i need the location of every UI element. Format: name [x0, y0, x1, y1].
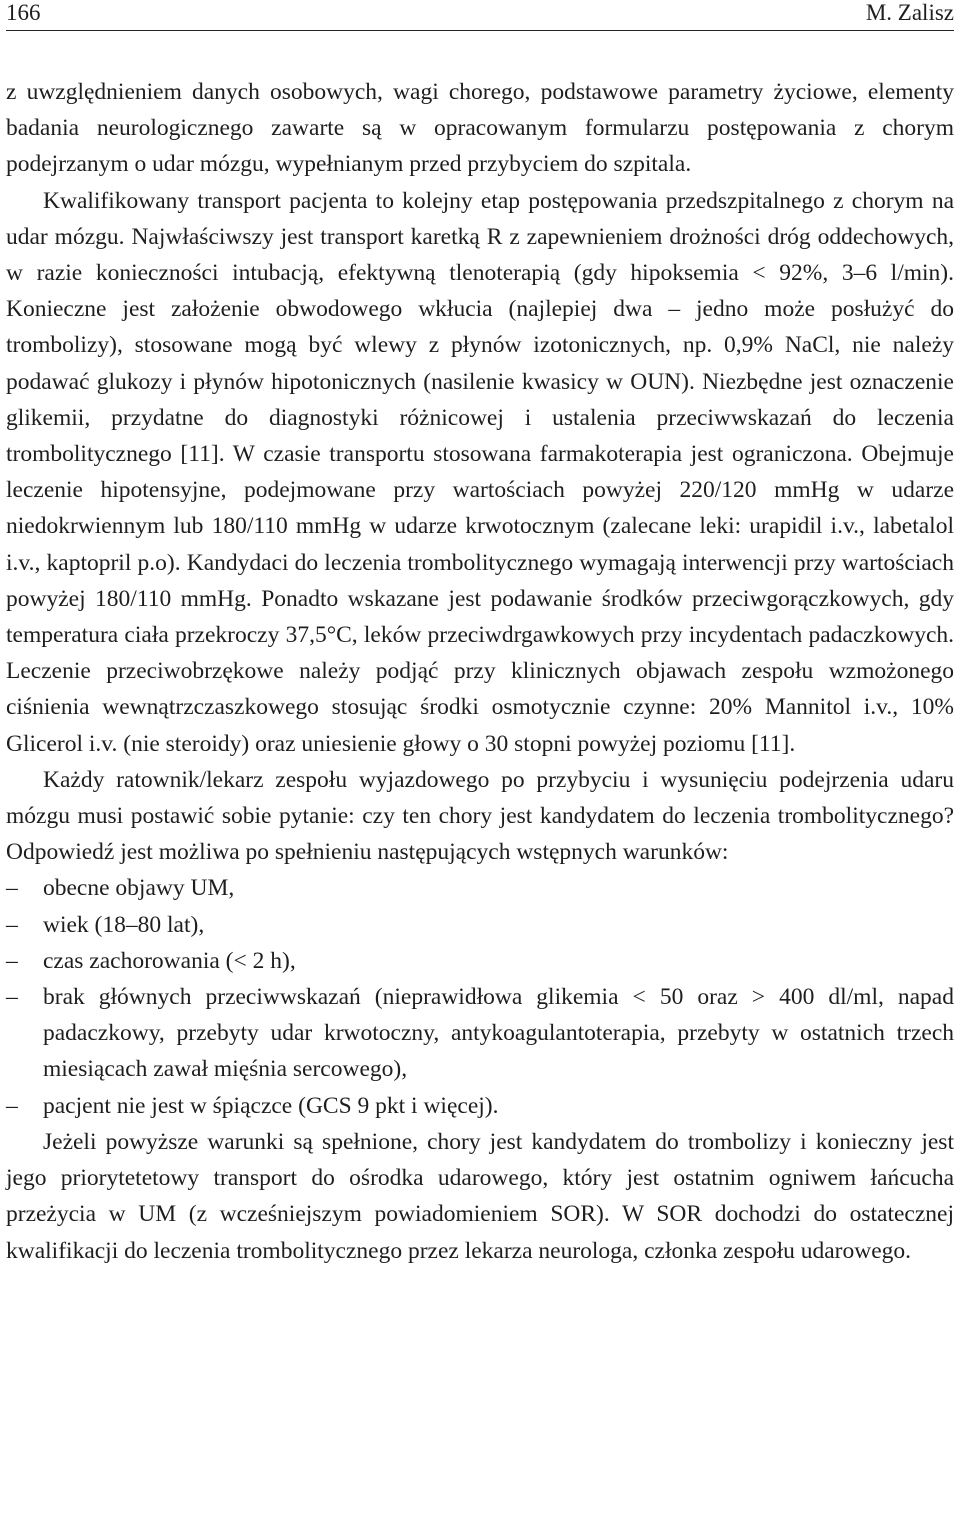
- paragraph-patient-data-form: z uwzględnieniem danych osobowych, wagi chorego, podstawowe parametry życiowe, elementy badania neurologicznego zawarte są w opracowanym formularzu postępowania z chorym podejrzanym o udar mózgu, wypełnianym przed przybyciem do szpitala.: [6, 79, 954, 178]
- list-item: [6, 943, 954, 979]
- dash-marker: –: [6, 984, 18, 1011]
- list-item-text: czas zachorowania (< 2 h),: [43, 947, 296, 974]
- paragraph-transport-and-treatment: Kwalifikowany transport pacjenta to kolejny etap postępowania przedszpitalnego z chorym na udar mózgu. Najwłaściwszy jest transport karetką R z zapewnieniem drożności dróg oddechowych, w razie konieczności intubacją, efektywną tlenoterapią (gdy hipoksemia < 92%, 3–6 l/min). Konieczne jest założenie obwodowego wkłucia (najlepiej dwa – jedno może posłużyć do trombolizy), stosowane mogą być wlewy z płynów izotonicznych, np. 0,9% NaCl, nie należy podawać glukozy i płynów hipotonicznych (nasilenie kwasicy w OUN). Niezbędne jest oznaczenie glikemii, przydatne do diagnostyki różnicowej i ustalenia przeciwwskazań do leczenia trombolitycznego [11]. W czasie transportu stosowana farmakoterapia jest ograniczona. Obejmuje leczenie hipotensyjne, podejmowane przy wartościach powyżej 220/120 mmHg w udarze niedokrwiennym lub 180/110 mmHg w udarze krwotocznym (zalecane leki: urapidil i.v., labetalol i.v., kaptopril p.o). Kandydaci do leczenia trombolitycznego wymagają interwencji przy wartościach powyżej 180/110 mmHg. Ponadto wskazane jest podawanie środków przeciwgorączkowych, gdy temperatura ciała przekroczy 37,5°C, leków przeciwdrgawkowych przy incydentach padaczkowych. Leczenie przeciwobrzękowe należy podjąć przy klinicznych objawach zespołu wzmożonego ciśnienia wewnątrzczaszkowego stosując środki osmotycznie czynne: 20% Mannitol i.v., 10% Glicerol i.v. (nie steroidy) oraz uniesienie głowy o 30 stopni powyżej poziomu [11].: [6, 187, 954, 757]
- list-item: [6, 1088, 954, 1124]
- list-item-text: wiek (18–80 lat),: [43, 911, 205, 938]
- paragraph-thrombolysis-question: Każdy ratownik/lekarz zespołu wyjazdowego po przybyciu i wysunięciu podejrzenia udaru mózgu musi postawić sobie pytanie: czy ten chory jest kandydatem do leczenia trombolitycznego? Odpowiedź jest możliwa po spełnieniu następujących wstępnych warunków:: [6, 766, 954, 866]
- dash-marker: –: [6, 875, 18, 902]
- page-number: 166: [6, 0, 41, 25]
- dash-marker: –: [6, 947, 18, 974]
- list-item-text: obecne objawy UM,: [43, 875, 235, 902]
- list-item-text: brak głównych przeciwwskazań (nieprawidłowa glikemia < 50 oraz > 400 dl/ml, napad padaczkowy, przebyty udar krwotoczny, antykoagulantoterapia, przebyty w ostatnich trzech miesiącach zawał mięśnia sercowego),: [43, 984, 954, 1083]
- list-item: [6, 979, 954, 1088]
- running-header: [6, 0, 954, 31]
- running-author: M. Zalisz: [865, 0, 954, 25]
- list-item-text: pacjent nie jest w śpiączce (GCS 9 pkt i więcej).: [43, 1092, 499, 1119]
- body-text: [6, 74, 954, 1269]
- list-item: [6, 870, 954, 906]
- list-item: [6, 907, 954, 943]
- paragraph-stroke-unit-qualification: Jeżeli powyższe warunki są spełnione, chory jest kandydatem do trombolizy i konieczny jest jego priorytetetowy transport do ośrodka udarowego, który jest ostatnim ogniwem łańcucha przeżycia w UM (z wcześniejszym powiadomieniem SOR). W SOR dochodzi do ostatecznej kwalifikacji do leczenia trombolitycznego przez lekarza neurologa, członka zespołu udarowego.: [6, 1128, 954, 1264]
- dash-marker: –: [6, 911, 18, 938]
- thrombolysis-conditions-list: [6, 870, 954, 1123]
- dash-marker: –: [6, 1092, 18, 1119]
